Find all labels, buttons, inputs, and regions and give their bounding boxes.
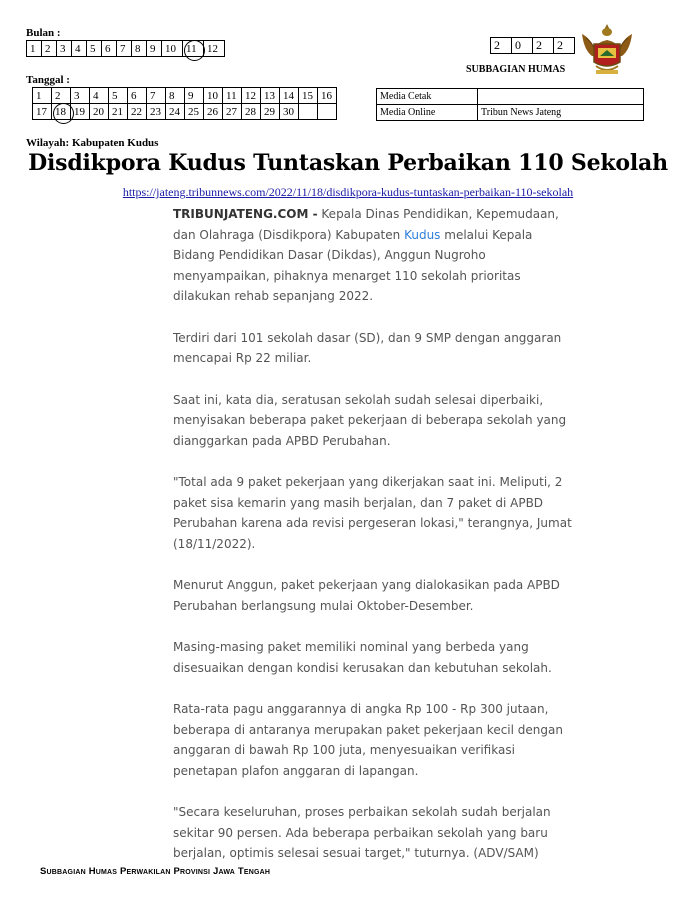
date-value: 17 — [36, 105, 47, 118]
media-table — [376, 88, 644, 121]
month-cell — [72, 41, 87, 57]
date-value: 1 — [36, 89, 42, 102]
year-digit: 2 — [554, 38, 575, 54]
month-value: 1 — [30, 42, 36, 55]
month-value: 8 — [135, 42, 141, 55]
date-value: 25 — [188, 105, 199, 118]
date-value: 23 — [150, 105, 161, 118]
date-cell — [299, 88, 318, 104]
month-cell — [42, 41, 57, 57]
date-cell — [280, 104, 299, 120]
month-cell — [147, 41, 162, 57]
date-cell — [52, 104, 71, 120]
date-cell — [33, 88, 52, 104]
date-value: 29 — [264, 105, 275, 118]
paragraph-7: Rata-rata pagu anggarannya di angka Rp 100 - Rp 300 jutaan, beberapa di antaranya merupakan paket pekerjaan kecil dengan anggaran di bawah Rp 100 juta, menyesuaikan verifikasi penetapan plafon anggaran di lapangan. — [173, 702, 563, 778]
footer-text — [40, 866, 270, 877]
month-value: 12 — [207, 42, 218, 55]
month-value: 5 — [90, 42, 96, 55]
paragraph-4: "Total ada 9 paket pekerjaan yang dikerjakan saat ini. Meliputi, 2 paket sisa kemarin yang masih berjalan, dan 7 paket di APBD Perubahan karena ada revisi pergeseran lokasi," terangnya, Jumat (18/11/2022). — [173, 475, 572, 551]
date-value: 10 — [207, 89, 218, 102]
month-cell — [204, 41, 225, 57]
date-cell — [185, 104, 204, 120]
date-value: 6 — [131, 89, 137, 102]
footer-label: Subbagian Humas Perwakilan Provinsi Jawa Tengah — [40, 866, 271, 877]
month-value: 4 — [75, 42, 81, 55]
date-cell — [109, 88, 128, 104]
month-cell — [132, 41, 147, 57]
article-body — [173, 204, 573, 885]
date-cell — [71, 88, 90, 104]
month-cell — [102, 41, 117, 57]
department-label: SUBBAGIAN HUMAS — [466, 64, 566, 75]
year-digit: 2 — [533, 38, 554, 54]
month-cell — [183, 41, 204, 57]
media-cetak-label: Media Cetak — [377, 89, 478, 105]
date-cell — [204, 104, 223, 120]
date-cell — [166, 104, 185, 120]
date-value: 21 — [112, 105, 123, 118]
month-value: 2 — [45, 42, 51, 55]
date-grid — [32, 87, 337, 120]
date-cell — [242, 104, 261, 120]
paragraph-5: Menurut Anggun, paket pekerjaan yang dialokasikan pada APBD Perubahan berlangsung mulai Oktober-Desember. — [173, 578, 560, 613]
date-value: 20 — [93, 105, 104, 118]
month-value: 3 — [60, 42, 66, 55]
date-value: 3 — [74, 89, 80, 102]
date-value: 16 — [321, 89, 332, 102]
date-cell — [223, 88, 242, 104]
date-value: 26 — [207, 105, 218, 118]
article-url-link[interactable]: https://jateng.tribunnews.com/2022/11/18/disdikpora-kudus-tuntaskan-perbaikan-110-sekolah — [122, 185, 574, 199]
month-cell — [57, 41, 72, 57]
date-cell — [90, 88, 109, 104]
date-value: 24 — [169, 105, 180, 118]
media-online-label: Media Online — [377, 105, 478, 121]
month-value: 7 — [120, 42, 126, 55]
province-emblem-icon — [580, 20, 634, 78]
date-value: 15 — [302, 89, 313, 102]
date-value: 18 — [55, 105, 66, 118]
paragraph-8: "Secara keseluruhan, proses perbaikan sekolah sudah berjalan sekitar 90 persen. Ada beberapa perbaikan sekolah yang baru berjalan, optimis selesai sesuai target," tuturnya. (ADV/SAM) — [173, 805, 551, 860]
date-cell — [128, 104, 147, 120]
date-cell — [147, 104, 166, 120]
date-value: 2 — [55, 89, 61, 102]
month-value: 6 — [105, 42, 111, 55]
date-cell — [109, 104, 128, 120]
date-cell — [204, 88, 223, 104]
kudus-link[interactable]: Kudus — [404, 227, 441, 242]
date-value: 13 — [264, 89, 275, 102]
month-value: 11 — [186, 42, 197, 55]
year-digit: 2 — [491, 38, 512, 54]
media-cetak-value — [478, 89, 644, 105]
date-value: 5 — [112, 89, 118, 102]
tanggal-label: Tanggal : — [26, 74, 70, 86]
paragraph-6: Masing-masing paket memiliki nominal yang berbeda yang disesuaikan dengan kondisi kerusakan dan kebutuhan sekolah. — [173, 640, 552, 675]
paragraph-2: Terdiri dari 101 sekolah dasar (SD), dan 9 SMP dengan anggaran mencapai Rp 22 miliar. — [173, 330, 562, 365]
month-value: 10 — [165, 42, 176, 55]
date-value: 12 — [245, 89, 256, 102]
article-title: Disdikpora Kudus Tuntaskan Perbaikan 110 Sekolah — [28, 150, 668, 176]
date-cell — [147, 88, 166, 104]
date-value: 27 — [226, 105, 237, 118]
date-cell — [318, 104, 337, 120]
date-value: 28 — [245, 105, 256, 118]
month-cell — [162, 41, 183, 57]
month-grid — [26, 40, 225, 57]
media-online-value: Tribun News Jateng — [478, 105, 644, 121]
month-cell — [27, 41, 42, 57]
date-cell — [128, 88, 147, 104]
paragraph-1-text-a: Kepala Dinas Pendidikan, Kepemudaan, dan Olahraga (Disdikpora) Kabupaten — [173, 207, 559, 242]
month-cell — [117, 41, 132, 57]
date-value: 14 — [283, 89, 294, 102]
date-cell — [318, 88, 337, 104]
date-cell — [223, 104, 242, 120]
date-value: 19 — [74, 105, 85, 118]
date-value: 4 — [93, 89, 99, 102]
date-cell — [33, 104, 52, 120]
date-cell — [280, 88, 299, 104]
date-cell — [242, 88, 261, 104]
month-value: 9 — [150, 42, 156, 55]
paragraph-3: Saat ini, kata dia, seratusan sekolah sudah selesai diperbaiki, menyisakan beberapa paket pekerjaan di beberapa sekolah yang dianggarkan pada APBD Perubahan. — [173, 392, 567, 448]
date-cell — [261, 104, 280, 120]
date-value: 22 — [131, 105, 142, 118]
date-value: 9 — [188, 89, 194, 102]
date-cell — [166, 88, 185, 104]
year-digit: 0 — [512, 38, 533, 54]
month-cell — [87, 41, 102, 57]
year-box — [490, 37, 575, 54]
source-label: TRIBUNJATENG.COM - — [173, 207, 318, 221]
date-cell — [90, 104, 109, 120]
wilayah-label: Wilayah: Kabupaten Kudus — [26, 137, 159, 149]
date-cell — [261, 88, 280, 104]
paragraph-1-text-b: melalui Kepala Bidang Pendidikan Dasar (Dikdas), Anggun Nugroho menyampaikan, pihaknya menarget 110 sekolah prioritas dilakukan rehab sepanjang 2022. — [173, 227, 533, 303]
date-cell — [185, 88, 204, 104]
date-cell — [52, 88, 71, 104]
date-value: 8 — [169, 89, 175, 102]
date-cell — [299, 104, 318, 120]
date-value: 7 — [150, 89, 156, 102]
date-value: 30 — [283, 105, 294, 118]
paragraph-1 — [173, 204, 573, 307]
date-value: 11 — [226, 89, 237, 102]
bulan-label: Bulan : — [26, 27, 61, 39]
